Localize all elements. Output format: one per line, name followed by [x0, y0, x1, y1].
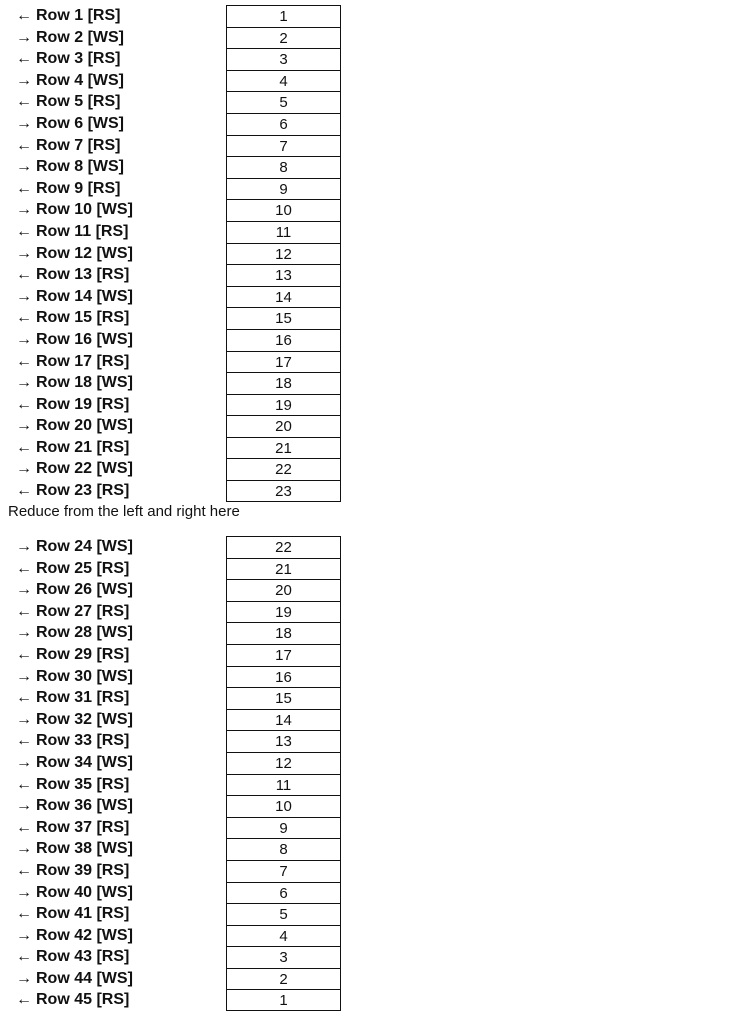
arrow-left-icon: ←: [16, 559, 32, 577]
arrow-left-icon: ←: [16, 136, 32, 154]
stitch-count-cell: 6: [226, 113, 341, 135]
row-label: [16, 415, 133, 437]
row-label-text: Row 30 [WS]: [36, 667, 133, 685]
table-row: [0, 307, 746, 329]
row-label-text: Row 16 [WS]: [36, 330, 133, 348]
arrow-left-icon: ←: [16, 482, 32, 500]
row-label: [16, 437, 129, 459]
row-label: [16, 156, 124, 178]
arrow-left-icon: ←: [16, 438, 32, 456]
row-label: [16, 666, 133, 688]
table-row: [0, 666, 746, 688]
stitch-count-cell: 8: [226, 838, 341, 860]
row-label: [16, 644, 129, 666]
table-row: [0, 415, 746, 437]
table-row: [0, 536, 746, 558]
table-row: [0, 243, 746, 265]
table-row: [0, 579, 746, 601]
row-label: [16, 243, 133, 265]
stitch-count-cell: 16: [226, 666, 341, 688]
arrow-right-icon: →: [16, 158, 32, 176]
row-label-text: Row 36 [WS]: [36, 797, 133, 815]
stitch-count-cell: 15: [226, 687, 341, 709]
row-label-text: Row 31 [RS]: [36, 689, 130, 707]
table-row: [0, 882, 746, 904]
row-label: [16, 199, 133, 221]
stitch-count-cell: 11: [226, 221, 341, 243]
row-label-text: Row 38 [WS]: [36, 840, 133, 858]
row-label-text: Row 14 [WS]: [36, 287, 133, 305]
table-row: [0, 709, 746, 731]
stitch-count-cell: 3: [226, 946, 341, 968]
stitch-count-cell: 10: [226, 199, 341, 221]
arrow-left-icon: ←: [16, 645, 32, 663]
arrow-right-icon: →: [16, 244, 32, 262]
arrow-right-icon: →: [16, 753, 32, 771]
row-label: [16, 27, 124, 49]
row-label-text: Row 7 [RS]: [36, 136, 121, 154]
table-row: [0, 5, 746, 27]
row-label-text: Row 19 [RS]: [36, 395, 130, 413]
table-row: [0, 178, 746, 200]
stitch-count-cell: 5: [226, 903, 341, 925]
table-row: [0, 329, 746, 351]
arrow-left-icon: ←: [16, 179, 32, 197]
row-label: [16, 135, 120, 157]
table-row: [0, 91, 746, 113]
arrow-right-icon: →: [16, 581, 32, 599]
stitch-count-cell: 2: [226, 27, 341, 49]
arrow-left-icon: ←: [16, 991, 32, 1009]
row-label: [16, 730, 129, 752]
stitch-count-cell: 13: [226, 264, 341, 286]
stitch-count-cell: 9: [226, 817, 341, 839]
row-label-text: Row 21 [RS]: [36, 438, 130, 456]
stitch-count-cell: 1: [226, 5, 341, 27]
arrow-right-icon: →: [16, 417, 32, 435]
arrow-right-icon: →: [16, 114, 32, 132]
row-label: [16, 601, 129, 623]
table-row: [0, 437, 746, 459]
arrow-right-icon: →: [16, 201, 32, 219]
table-row: [0, 622, 746, 644]
table-row: [0, 795, 746, 817]
row-label-text: Row 5 [RS]: [36, 93, 121, 111]
stitch-count-cell: 1: [226, 989, 341, 1011]
stitch-count-cell: 15: [226, 307, 341, 329]
arrow-right-icon: →: [16, 538, 32, 555]
table-row: [0, 480, 746, 502]
row-label: [16, 70, 124, 92]
table-row: [0, 838, 746, 860]
arrow-left-icon: ←: [16, 309, 32, 327]
arrow-left-icon: ←: [16, 266, 32, 284]
row-label: [16, 687, 129, 709]
row-label: [16, 5, 120, 27]
arrow-left-icon: ←: [16, 861, 32, 879]
stitch-count-cell: 19: [226, 601, 341, 623]
row-label: [16, 795, 133, 817]
row-label-text: Row 4 [WS]: [36, 71, 124, 89]
arrow-right-icon: →: [16, 883, 32, 901]
arrow-right-icon: →: [16, 969, 32, 987]
row-label-text: Row 25 [RS]: [36, 559, 130, 577]
row-label-text: Row 17 [RS]: [36, 352, 130, 370]
row-label: [16, 286, 133, 308]
arrow-left-icon: ←: [16, 93, 32, 111]
row-label: [16, 91, 120, 113]
table-row: [0, 27, 746, 49]
row-label: [16, 709, 133, 731]
row-label-text: Row 13 [RS]: [36, 266, 130, 284]
arrow-right-icon: →: [16, 624, 32, 642]
row-label: [16, 903, 129, 925]
table-row: [0, 351, 746, 373]
table-row: [0, 113, 746, 135]
stitch-count-cell: 17: [226, 644, 341, 666]
stitch-count-cell: 21: [226, 437, 341, 459]
row-label: [16, 48, 120, 70]
stitch-count-cell: 13: [226, 730, 341, 752]
arrow-right-icon: →: [16, 28, 32, 46]
row-label: [16, 113, 124, 135]
arrow-right-icon: →: [16, 926, 32, 944]
table-row: [0, 903, 746, 925]
arrow-left-icon: ←: [16, 222, 32, 240]
row-label: [16, 178, 120, 200]
row-label: [16, 968, 133, 990]
row-label: [16, 946, 129, 968]
row-label-text: Row 45 [RS]: [36, 991, 130, 1009]
table-row: [0, 558, 746, 580]
row-label-text: Row 12 [WS]: [36, 244, 133, 262]
arrow-left-icon: ←: [16, 50, 32, 68]
stitch-count-cell: 20: [226, 415, 341, 437]
table-row: [0, 221, 746, 243]
row-label: [16, 221, 128, 243]
stitch-count-cell: 12: [226, 752, 341, 774]
row-label-text: Row 29 [RS]: [36, 645, 130, 663]
stitch-count-cell: 8: [226, 156, 341, 178]
stitch-count-cell: 16: [226, 329, 341, 351]
row-label-text: Row 26 [WS]: [36, 581, 133, 599]
row-label-text: Row 23 [RS]: [36, 482, 130, 500]
row-label-text: Row 6 [WS]: [36, 114, 124, 132]
stitch-count-cell: 10: [226, 795, 341, 817]
stitch-count-cell: 14: [226, 286, 341, 308]
stitch-count-cell: 12: [226, 243, 341, 265]
row-label: [16, 329, 133, 351]
row-label: [16, 882, 133, 904]
row-label-text: Row 11 [RS]: [36, 222, 129, 240]
table-row: [0, 394, 746, 416]
row-label-text: Row 9 [RS]: [36, 179, 121, 197]
arrow-left-icon: ←: [16, 7, 32, 24]
row-label: [16, 458, 133, 480]
row-label-text: Row 43 [RS]: [36, 948, 130, 966]
row-label-text: Row 8 [WS]: [36, 158, 124, 176]
arrow-right-icon: →: [16, 797, 32, 815]
table-row: [0, 601, 746, 623]
table-row: [0, 946, 746, 968]
row-label: [16, 558, 129, 580]
row-label-text: Row 40 [WS]: [36, 883, 133, 901]
row-label-text: Row 34 [WS]: [36, 753, 133, 771]
table-row: [0, 752, 746, 774]
stitch-count-cell: 4: [226, 70, 341, 92]
stitch-count-cell: 22: [226, 536, 341, 558]
table-row: [0, 458, 746, 480]
arrow-left-icon: ←: [16, 395, 32, 413]
stitch-count-cell: 3: [226, 48, 341, 70]
row-label-text: Row 33 [RS]: [36, 732, 130, 750]
row-label-text: Row 1 [RS]: [36, 7, 121, 24]
stitch-count-cell: 5: [226, 91, 341, 113]
stitch-count-cell: 18: [226, 372, 341, 394]
arrow-right-icon: →: [16, 287, 32, 305]
table-row: [0, 817, 746, 839]
arrow-left-icon: ←: [16, 775, 32, 793]
arrow-right-icon: →: [16, 460, 32, 478]
table-row: [0, 286, 746, 308]
arrow-right-icon: →: [16, 330, 32, 348]
row-label-text: Row 37 [RS]: [36, 818, 130, 836]
row-label: [16, 817, 129, 839]
rows-section-bottom: [0, 536, 746, 1011]
table-row: [0, 70, 746, 92]
table-row: [0, 860, 746, 882]
table-row: [0, 264, 746, 286]
table-row: [0, 774, 746, 796]
row-label-text: Row 2 [WS]: [36, 28, 124, 46]
row-label: [16, 351, 129, 373]
row-label: [16, 394, 129, 416]
arrow-right-icon: →: [16, 667, 32, 685]
row-label-text: Row 3 [RS]: [36, 50, 121, 68]
table-row: [0, 372, 746, 394]
arrow-left-icon: ←: [16, 352, 32, 370]
row-label: [16, 536, 133, 558]
row-label: [16, 925, 133, 947]
arrow-right-icon: →: [16, 710, 32, 728]
row-label: [16, 307, 129, 329]
row-label: [16, 774, 129, 796]
stitch-count-cell: 6: [226, 882, 341, 904]
row-label-text: Row 24 [WS]: [36, 538, 133, 555]
row-label: [16, 838, 133, 860]
row-label-text: Row 39 [RS]: [36, 861, 130, 879]
stitch-count-cell: 20: [226, 579, 341, 601]
row-label: [16, 579, 133, 601]
table-row: [0, 989, 746, 1011]
table-row: [0, 156, 746, 178]
rows-section-top: [0, 5, 746, 502]
arrow-left-icon: ←: [16, 818, 32, 836]
stitch-count-cell: 18: [226, 622, 341, 644]
stitch-count-cell: 7: [226, 860, 341, 882]
row-label-text: Row 28 [WS]: [36, 624, 133, 642]
row-label-text: Row 35 [RS]: [36, 775, 130, 793]
arrow-left-icon: ←: [16, 689, 32, 707]
row-label-text: Row 22 [WS]: [36, 460, 133, 478]
row-label: [16, 622, 133, 644]
stitch-count-cell: 14: [226, 709, 341, 731]
row-label-text: Row 27 [RS]: [36, 602, 130, 620]
row-label-text: Row 32 [WS]: [36, 710, 133, 728]
stitch-count-cell: 11: [226, 774, 341, 796]
stitch-count-cell: 9: [226, 178, 341, 200]
arrow-left-icon: ←: [16, 905, 32, 923]
row-label-text: Row 10 [WS]: [36, 201, 133, 219]
table-row: [0, 135, 746, 157]
arrow-right-icon: →: [16, 374, 32, 392]
decrease-note: Reduce from the left and right here: [8, 503, 240, 520]
row-label-text: Row 44 [WS]: [36, 969, 133, 987]
stitch-count-cell: 4: [226, 925, 341, 947]
table-row: [0, 48, 746, 70]
row-label-text: Row 41 [RS]: [36, 905, 130, 923]
stitch-count-cell: 23: [226, 480, 341, 502]
row-label: [16, 860, 129, 882]
arrow-right-icon: →: [16, 840, 32, 858]
table-row: [0, 644, 746, 666]
arrow-left-icon: ←: [16, 732, 32, 750]
stitch-count-cell: 7: [226, 135, 341, 157]
row-label: [16, 989, 129, 1011]
stitch-count-cell: 17: [226, 351, 341, 373]
table-row: [0, 199, 746, 221]
table-row: [0, 687, 746, 709]
row-label-text: Row 42 [WS]: [36, 926, 133, 944]
row-label-text: Row 18 [WS]: [36, 374, 133, 392]
table-row: [0, 730, 746, 752]
table-row: [0, 968, 746, 990]
arrow-left-icon: ←: [16, 948, 32, 966]
row-label: [16, 752, 133, 774]
stitch-count-cell: 2: [226, 968, 341, 990]
row-label-text: Row 20 [WS]: [36, 417, 133, 435]
arrow-right-icon: →: [16, 71, 32, 89]
table-row: [0, 925, 746, 947]
arrow-left-icon: ←: [16, 602, 32, 620]
row-label-text: Row 15 [RS]: [36, 309, 130, 327]
row-label: [16, 264, 129, 286]
stitch-count-cell: 21: [226, 558, 341, 580]
stitch-count-cell: 19: [226, 394, 341, 416]
row-label: [16, 480, 129, 502]
stitch-count-cell: 22: [226, 458, 341, 480]
row-label: [16, 372, 133, 394]
